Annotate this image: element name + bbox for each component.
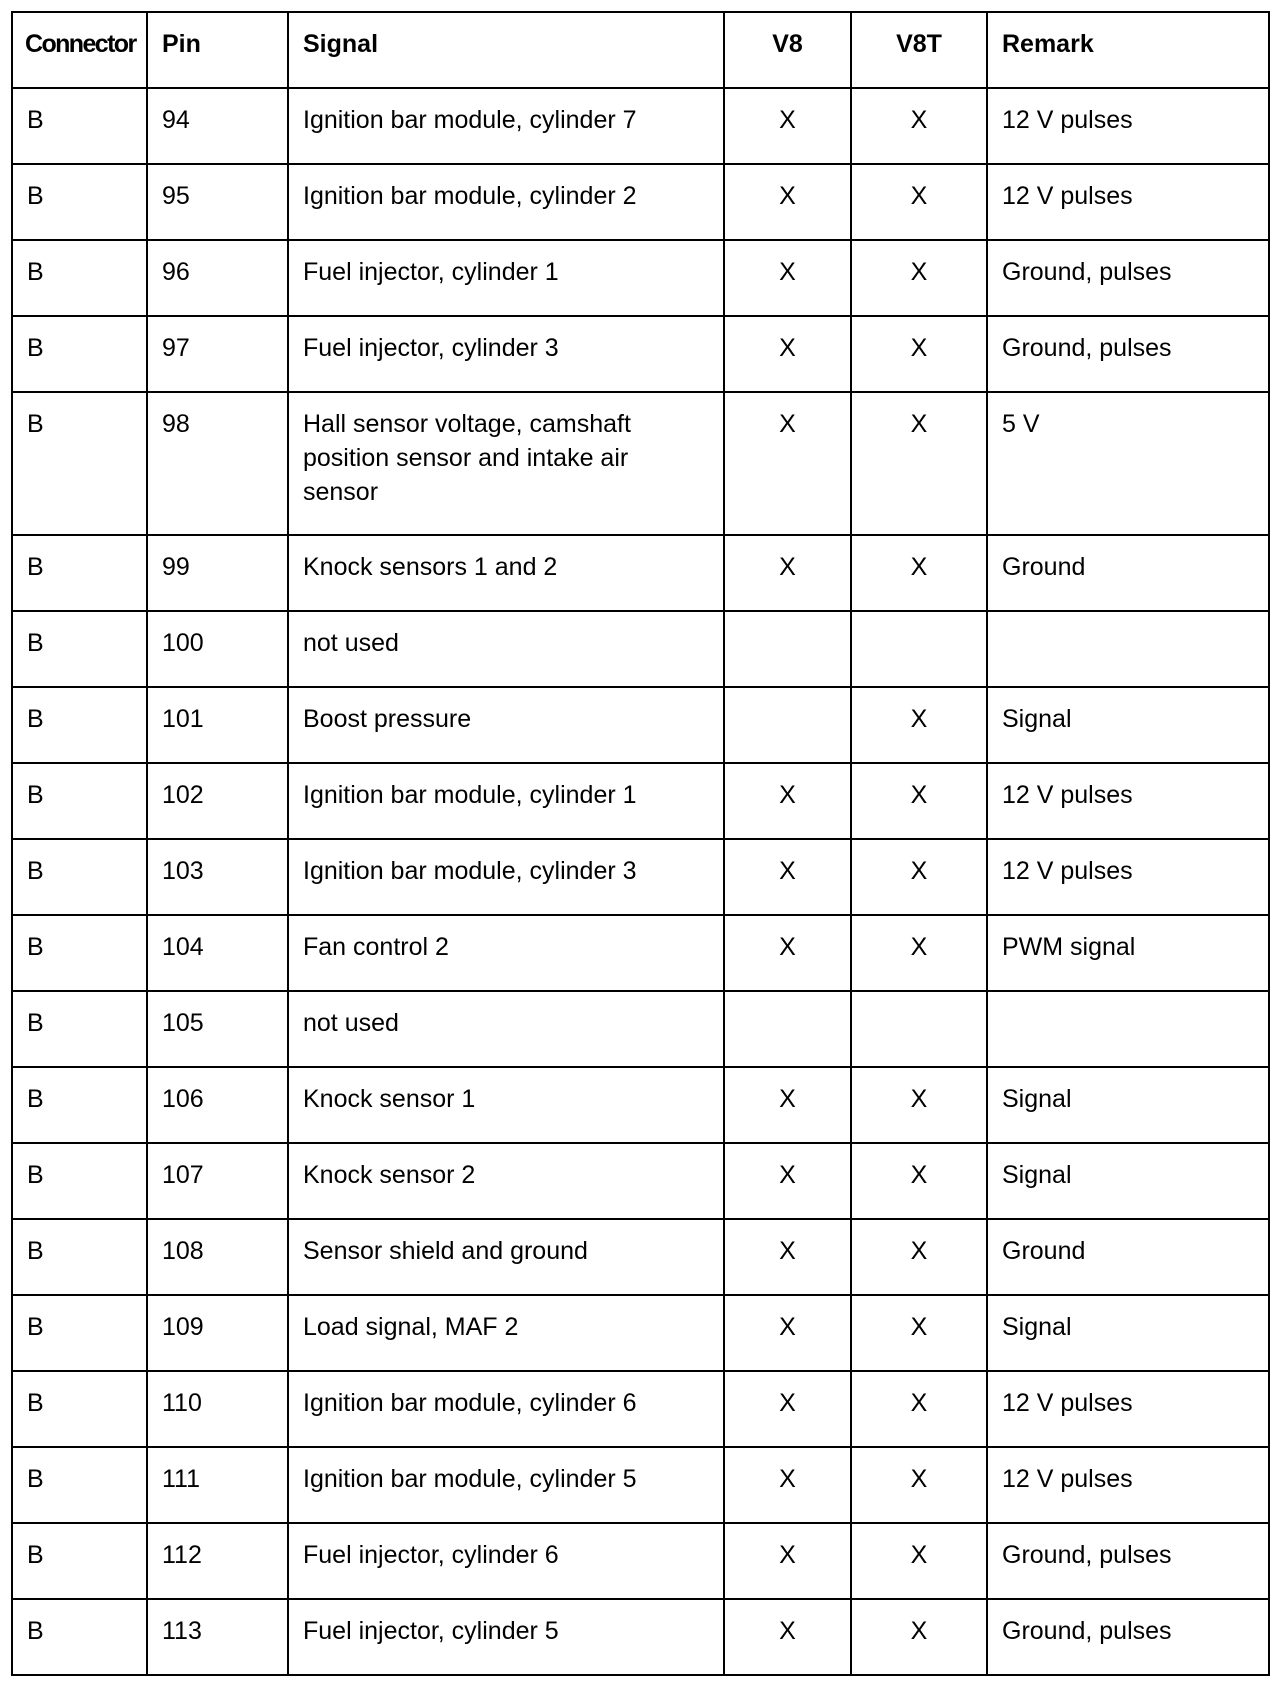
table-row xyxy=(12,316,1269,392)
cell-v8: X xyxy=(724,763,851,839)
table-row xyxy=(12,1143,1269,1219)
cell-v8: X xyxy=(724,1447,851,1523)
cell-signal: Ignition bar module, cylinder 5 xyxy=(288,1447,724,1523)
cell-v8t: X xyxy=(851,1371,987,1447)
cell-v8t: X xyxy=(851,1523,987,1599)
cell-signal: Hall sensor voltage, camshaft position sensor and intake air sensor xyxy=(288,392,724,535)
cell-signal: Fuel injector, cylinder 3 xyxy=(288,316,724,392)
table-row xyxy=(12,991,1269,1067)
cell-signal: Fuel injector, cylinder 6 xyxy=(288,1523,724,1599)
cell-connector: B xyxy=(12,1371,147,1447)
cell-pin: 97 xyxy=(147,316,288,392)
table-row xyxy=(12,1295,1269,1371)
cell-remark: PWM signal xyxy=(987,915,1269,991)
cell-v8: X xyxy=(724,1523,851,1599)
cell-signal: Load signal, MAF 2 xyxy=(288,1295,724,1371)
cell-remark: 12 V pulses xyxy=(987,839,1269,915)
cell-v8t: X xyxy=(851,1219,987,1295)
cell-signal: Ignition bar module, cylinder 7 xyxy=(288,88,724,164)
cell-connector: B xyxy=(12,839,147,915)
cell-v8t: X xyxy=(851,1599,987,1675)
cell-signal: Boost pressure xyxy=(288,687,724,763)
cell-pin: 106 xyxy=(147,1067,288,1143)
cell-remark: 12 V pulses xyxy=(987,88,1269,164)
cell-connector: B xyxy=(12,88,147,164)
cell-pin: 94 xyxy=(147,88,288,164)
header-pin: Pin xyxy=(147,12,288,88)
cell-v8: X xyxy=(724,1067,851,1143)
cell-connector: B xyxy=(12,240,147,316)
cell-pin: 103 xyxy=(147,839,288,915)
table-body xyxy=(12,88,1269,1675)
cell-remark: Ground, pulses xyxy=(987,240,1269,316)
cell-v8: X xyxy=(724,1143,851,1219)
table-row xyxy=(12,915,1269,991)
cell-signal: Knock sensor 2 xyxy=(288,1143,724,1219)
header-row xyxy=(12,12,1269,88)
cell-remark: 12 V pulses xyxy=(987,1371,1269,1447)
cell-connector: B xyxy=(12,1067,147,1143)
cell-v8 xyxy=(724,687,851,763)
cell-connector: B xyxy=(12,687,147,763)
cell-v8: X xyxy=(724,88,851,164)
table-row xyxy=(12,1067,1269,1143)
cell-pin: 96 xyxy=(147,240,288,316)
cell-pin: 100 xyxy=(147,611,288,687)
cell-signal: Ignition bar module, cylinder 2 xyxy=(288,164,724,240)
cell-v8: X xyxy=(724,1371,851,1447)
cell-connector: B xyxy=(12,1295,147,1371)
cell-remark: 12 V pulses xyxy=(987,1447,1269,1523)
cell-connector: B xyxy=(12,991,147,1067)
cell-connector: B xyxy=(12,1143,147,1219)
cell-remark: Ground, pulses xyxy=(987,316,1269,392)
cell-remark xyxy=(987,611,1269,687)
cell-pin: 99 xyxy=(147,535,288,611)
cell-v8t: X xyxy=(851,1143,987,1219)
cell-connector: B xyxy=(12,915,147,991)
table-row xyxy=(12,839,1269,915)
cell-v8t: X xyxy=(851,316,987,392)
cell-pin: 107 xyxy=(147,1143,288,1219)
cell-v8t: X xyxy=(851,1447,987,1523)
cell-pin: 104 xyxy=(147,915,288,991)
cell-pin: 112 xyxy=(147,1523,288,1599)
cell-signal: Knock sensors 1 and 2 xyxy=(288,535,724,611)
cell-v8t xyxy=(851,991,987,1067)
cell-v8: X xyxy=(724,1219,851,1295)
cell-connector: B xyxy=(12,763,147,839)
cell-v8: X xyxy=(724,316,851,392)
cell-v8t: X xyxy=(851,1295,987,1371)
cell-v8t: X xyxy=(851,1067,987,1143)
cell-signal: Fan control 2 xyxy=(288,915,724,991)
cell-connector: B xyxy=(12,611,147,687)
cell-remark: Ground xyxy=(987,1219,1269,1295)
table-row xyxy=(12,1523,1269,1599)
cell-signal: Ignition bar module, cylinder 3 xyxy=(288,839,724,915)
cell-signal: Knock sensor 1 xyxy=(288,1067,724,1143)
cell-v8t: X xyxy=(851,240,987,316)
cell-v8t: X xyxy=(851,164,987,240)
cell-pin: 110 xyxy=(147,1371,288,1447)
cell-signal: Fuel injector, cylinder 5 xyxy=(288,1599,724,1675)
cell-remark: Signal xyxy=(987,1295,1269,1371)
table-row xyxy=(12,687,1269,763)
cell-v8 xyxy=(724,991,851,1067)
table-row xyxy=(12,392,1269,535)
cell-v8 xyxy=(724,611,851,687)
cell-v8: X xyxy=(724,839,851,915)
pin-assignment-table xyxy=(11,11,1270,1676)
cell-connector: B xyxy=(12,1523,147,1599)
cell-pin: 95 xyxy=(147,164,288,240)
cell-remark: Signal xyxy=(987,1067,1269,1143)
table-row xyxy=(12,1219,1269,1295)
cell-pin: 108 xyxy=(147,1219,288,1295)
cell-v8t: X xyxy=(851,392,987,535)
cell-v8: X xyxy=(724,392,851,535)
cell-v8: X xyxy=(724,915,851,991)
cell-pin: 102 xyxy=(147,763,288,839)
cell-pin: 113 xyxy=(147,1599,288,1675)
cell-pin: 98 xyxy=(147,392,288,535)
header-connector: Connector xyxy=(12,12,147,88)
cell-connector: B xyxy=(12,164,147,240)
cell-v8t: X xyxy=(851,88,987,164)
cell-v8t: X xyxy=(851,535,987,611)
table-row xyxy=(12,535,1269,611)
cell-pin: 109 xyxy=(147,1295,288,1371)
cell-remark: 5 V xyxy=(987,392,1269,535)
cell-connector: B xyxy=(12,316,147,392)
cell-signal: Ignition bar module, cylinder 1 xyxy=(288,763,724,839)
cell-signal: Ignition bar module, cylinder 6 xyxy=(288,1371,724,1447)
table-row xyxy=(12,1447,1269,1523)
table-row xyxy=(12,1371,1269,1447)
cell-remark: Ground xyxy=(987,535,1269,611)
cell-v8: X xyxy=(724,1599,851,1675)
cell-remark xyxy=(987,991,1269,1067)
header-v8: V8 xyxy=(724,12,851,88)
header-remark: Remark xyxy=(987,12,1269,88)
table-row xyxy=(12,611,1269,687)
cell-signal: Sensor shield and ground xyxy=(288,1219,724,1295)
cell-v8t: X xyxy=(851,687,987,763)
cell-connector: B xyxy=(12,392,147,535)
cell-signal: not used xyxy=(288,991,724,1067)
cell-remark: Ground, pulses xyxy=(987,1599,1269,1675)
cell-v8t xyxy=(851,611,987,687)
cell-remark: Signal xyxy=(987,687,1269,763)
cell-connector: B xyxy=(12,1599,147,1675)
cell-v8: X xyxy=(724,535,851,611)
cell-v8t: X xyxy=(851,763,987,839)
cell-signal: not used xyxy=(288,611,724,687)
cell-pin: 105 xyxy=(147,991,288,1067)
table-row xyxy=(12,88,1269,164)
cell-v8: X xyxy=(724,164,851,240)
cell-connector: B xyxy=(12,1447,147,1523)
cell-v8t: X xyxy=(851,839,987,915)
cell-remark: Signal xyxy=(987,1143,1269,1219)
cell-remark: 12 V pulses xyxy=(987,164,1269,240)
table-row xyxy=(12,1599,1269,1675)
cell-v8: X xyxy=(724,1295,851,1371)
header-v8t: V8T xyxy=(851,12,987,88)
cell-connector: B xyxy=(12,535,147,611)
table-row xyxy=(12,763,1269,839)
cell-v8: X xyxy=(724,240,851,316)
table-row xyxy=(12,164,1269,240)
table-row xyxy=(12,240,1269,316)
cell-remark: 12 V pulses xyxy=(987,763,1269,839)
cell-pin: 101 xyxy=(147,687,288,763)
cell-v8t: X xyxy=(851,915,987,991)
cell-connector: B xyxy=(12,1219,147,1295)
cell-pin: 111 xyxy=(147,1447,288,1523)
header-signal: Signal xyxy=(288,12,724,88)
cell-signal: Fuel injector, cylinder 1 xyxy=(288,240,724,316)
cell-remark: Ground, pulses xyxy=(987,1523,1269,1599)
